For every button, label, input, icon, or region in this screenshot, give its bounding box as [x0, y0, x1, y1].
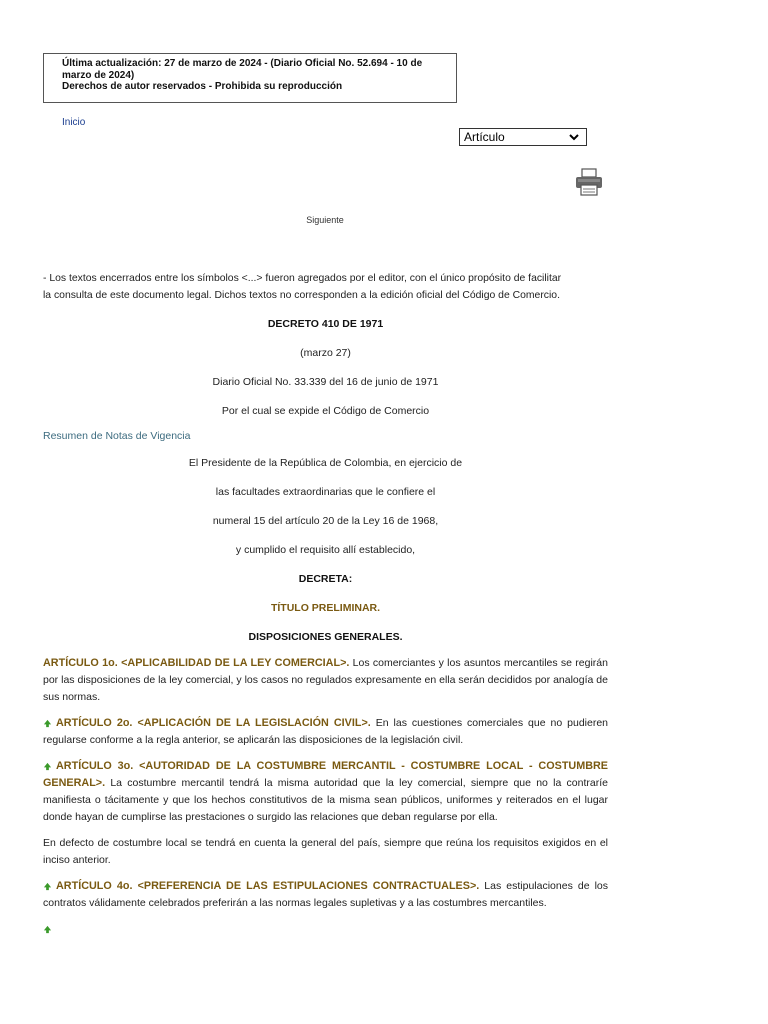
- up-arrow-icon[interactable]: [43, 719, 52, 728]
- article-2-text: En las cuestiones comerciales que no pudieren regularse conforme a la regla anterior, se aplicarán las disposiciones de la legislación civil.: [43, 717, 609, 746]
- decree-purpose: Por el cual se expide el Código de Comercio: [221, 405, 430, 417]
- update-line-1: Última actualización: 27 de marzo de 2024 - (Diario Oficial No. 52.694 - 10 de: [62, 58, 423, 69]
- decreta-heading: DECRETA:: [298, 573, 353, 585]
- back-to-top: [43, 921, 608, 938]
- decree-date: (marzo 27): [300, 347, 351, 359]
- diario-oficial: Diario Oficial No. 33.339 del 16 de junio de 1971: [212, 376, 439, 388]
- article-3: [43, 758, 608, 826]
- inicio-link[interactable]: Inicio: [62, 117, 86, 128]
- article-1: [43, 655, 608, 706]
- summary-link[interactable]: Resumen de Notas de Vigencia: [43, 430, 191, 442]
- article-1-title[interactable]: ARTÍCULO 1o. <APLICABILIDAD DE LA LEY COMERCIAL>.: [43, 657, 350, 669]
- decree-title: DECRETO 410 DE 1971: [267, 318, 384, 330]
- chevron-down-icon: [568, 131, 580, 143]
- copyright-line: Derechos de autor reservados - Prohibida su reproducción: [62, 81, 343, 92]
- update-line-2: marzo de 2024): [62, 69, 135, 81]
- article-select[interactable]: [459, 128, 587, 146]
- article-4-title[interactable]: ARTÍCULO 4o. <PREFERENCIA DE LAS ESTIPULACIONES CONTRACTUALES>.: [56, 880, 480, 892]
- article-3-paragraph-2: En defecto de costumbre local se tendrá en cuenta la general del país, siempre que reúna los requisitos exigidos en el inciso anterior.: [43, 837, 608, 866]
- article-1-text: Los comerciantes y los asuntos mercantiles se regirán por las disposiciones de la ley comercial, y los casos no regulados expresamente en ella serán decididos por analogía de sus normas.: [43, 657, 608, 703]
- article-4: [43, 878, 608, 912]
- article-3-text: La costumbre mercantil tendrá la misma autoridad que la ley comercial, siempre que no la contraríe manifiesta o tácitamente y que los hechos constitutivos de la misma sean públicos, uniformes y reiterados en el lugar donde hayan de cumplirse las prestaciones o surgido las relaciones que deban regularse por ella.: [43, 777, 608, 823]
- up-arrow-icon[interactable]: [43, 925, 52, 934]
- disposiciones-heading: DISPOSICIONES GENERALES.: [248, 631, 403, 643]
- printer-icon[interactable]: [574, 168, 604, 196]
- article-2-title[interactable]: ARTÍCULO 2o. <APLICACIÓN DE LA LEGISLACIÓN CIVIL>.: [56, 717, 371, 729]
- document-body: [43, 270, 608, 938]
- titulo-heading[interactable]: TÍTULO PRELIMINAR.: [270, 602, 381, 614]
- up-arrow-icon[interactable]: [43, 882, 52, 891]
- preamble-line-3: numeral 15 del artículo 20 de la Ley 16 de 1968,: [212, 515, 439, 527]
- update-notice-box: [43, 53, 457, 103]
- editor-note-line-2: la consulta de este documento legal. Dichos textos no corresponden a la edición oficial del Código de Comercio.: [43, 290, 560, 301]
- article-3-title[interactable]: ARTÍCULO 3o. <AUTORIDAD DE LA COSTUMBRE MERCANTIL - COSTUMBRE LOCAL - COSTUMBRE GENERAL>.: [43, 760, 608, 789]
- article-4-text: Las estipulaciones de los contratos válidamente celebrados preferirán a las normas legales supletivas y a las costumbres mercantiles.: [43, 880, 609, 909]
- preamble-line-2: las facultades extraordinarias que le confiere el: [215, 486, 436, 498]
- siguiente-link[interactable]: Siguiente: [306, 215, 344, 225]
- article-select-value: Artículo: [464, 130, 505, 144]
- article-2: [43, 715, 608, 749]
- editor-note: [43, 270, 608, 304]
- editor-note-line-1: - Los textos encerrados entre los símbolos <...> fueron agregados por el editor, con el único propósito de facilitar: [43, 273, 562, 284]
- preamble-line-4: y cumplido el requisito allí establecido,: [235, 544, 416, 556]
- preamble-line-1: El Presidente de la República de Colombia, en ejercicio de: [188, 457, 463, 469]
- up-arrow-icon[interactable]: [43, 762, 52, 771]
